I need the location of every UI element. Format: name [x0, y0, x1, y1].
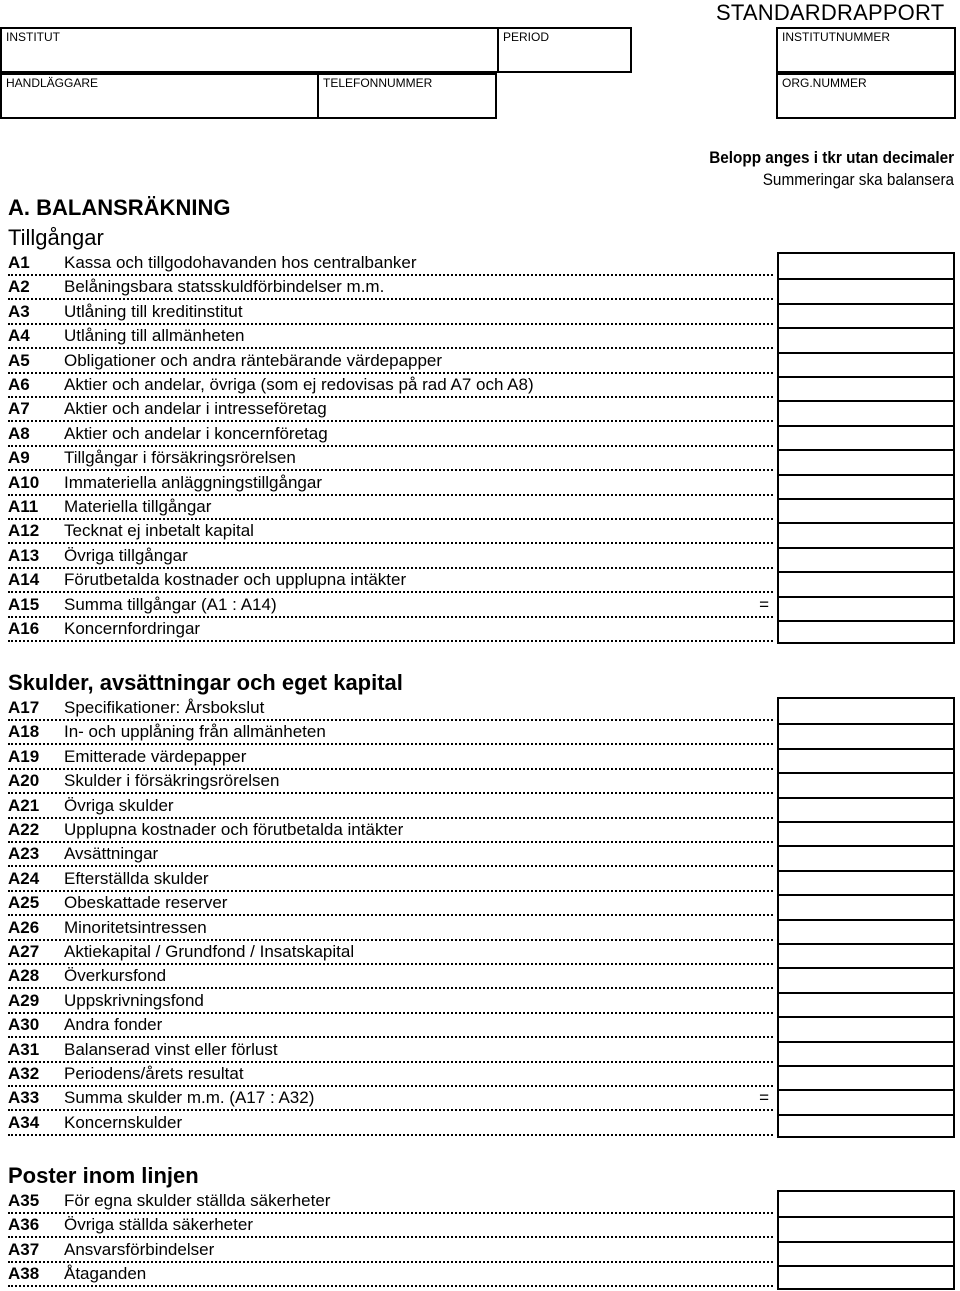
- row-code: A25: [8, 893, 40, 913]
- institut-label: INSTITUT: [6, 30, 60, 44]
- row-a10: [8, 473, 773, 497]
- row-a24: [8, 869, 773, 893]
- row-a20: [8, 771, 773, 795]
- dotted-leader: [8, 890, 773, 892]
- belopp-note: Belopp anges i tkr utan decimaler: [709, 148, 954, 167]
- equals-sign: =: [759, 594, 769, 614]
- dotted-leader: [8, 939, 773, 941]
- institut-field[interactable]: [0, 27, 497, 73]
- row-code: A32: [8, 1064, 40, 1083]
- dotted-leader: [8, 987, 773, 989]
- row-label: Övriga skulder: [64, 795, 174, 815]
- institutnummer-label: INSTITUTNUMMER: [782, 30, 890, 44]
- dotted-leader: [8, 817, 773, 819]
- row-a33: [8, 1088, 773, 1112]
- tillgangar-value-column: [777, 252, 955, 644]
- row-label: Obeskattade reserver: [64, 893, 228, 913]
- row-a1: [8, 253, 773, 277]
- row-a8: [8, 424, 773, 448]
- row-a9: [8, 448, 773, 472]
- equals-sign: =: [759, 1088, 769, 1108]
- value-input-a12[interactable]: [779, 522, 953, 546]
- value-input-a6[interactable]: [779, 376, 953, 400]
- dotted-leader: [8, 963, 773, 965]
- dotted-leader: [8, 1212, 773, 1214]
- dotted-leader: [8, 914, 773, 916]
- row-label: Tecknat ej inbetalt kapital: [64, 521, 254, 541]
- value-input-a9[interactable]: [779, 449, 953, 473]
- row-label: Specifikationer: Årsbokslut: [64, 698, 265, 717]
- value-input-a35[interactable]: [779, 1192, 953, 1216]
- section-a-title: A. BALANSRÄKNING: [8, 195, 231, 220]
- handlaggare-field[interactable]: [0, 73, 317, 119]
- row-a35: [8, 1191, 773, 1215]
- row-code: A7: [8, 399, 30, 419]
- row-label: Aktier och andelar, övriga (som ej redovisas på rad A7 och A8): [64, 375, 534, 394]
- row-label: Balanserad vinst eller förlust: [64, 1039, 278, 1059]
- value-input-a5[interactable]: [779, 352, 953, 376]
- row-a18: [8, 722, 773, 746]
- row-code: A37: [8, 1239, 40, 1259]
- dotted-leader: [8, 1036, 773, 1038]
- dotted-leader: [8, 841, 773, 843]
- row-code: A5: [8, 350, 30, 370]
- row-code: A34: [8, 1112, 40, 1132]
- row-label: Överkursfond: [64, 966, 167, 986]
- dotted-leader: [8, 274, 773, 276]
- orgnummer-label: ORG.NUMMER: [782, 76, 867, 90]
- value-input-a3[interactable]: [779, 303, 953, 327]
- dotted-leader: [8, 542, 773, 544]
- value-input-a26[interactable]: [779, 919, 953, 943]
- row-code: A36: [8, 1215, 40, 1235]
- row-a11: [8, 497, 773, 521]
- row-code: A30: [8, 1015, 40, 1035]
- dotted-leader: [8, 743, 773, 745]
- row-label: Ansvarsförbindelser: [64, 1239, 215, 1259]
- row-a2: [8, 277, 773, 301]
- value-input-a13[interactable]: [779, 547, 953, 571]
- row-label: Minoritetsintressen: [64, 917, 207, 937]
- dotted-leader: [8, 1085, 773, 1087]
- row-label: Summa skulder m.m. (A17 : A32): [64, 1088, 315, 1108]
- amount-notes: [709, 148, 954, 190]
- row-a22: [8, 820, 773, 844]
- row-a12: [8, 521, 773, 545]
- dotted-leader: [8, 1261, 773, 1263]
- row-label: Efterställda skulder: [64, 868, 209, 888]
- poster-title: Poster inom linjen: [8, 1163, 199, 1188]
- dotted-leader: [8, 372, 773, 374]
- row-code: A13: [8, 545, 40, 565]
- value-input-a31[interactable]: [779, 1041, 953, 1065]
- row-code: A29: [8, 990, 40, 1010]
- row-a30: [8, 1015, 773, 1039]
- dotted-leader: [8, 1109, 773, 1111]
- skulder-value-column: [777, 697, 955, 1138]
- orgnummer-field[interactable]: [776, 73, 956, 119]
- dotted-leader: [8, 420, 773, 422]
- telefonnummer-label: TELEFONNUMMER: [323, 76, 433, 90]
- row-code: A27: [8, 942, 40, 961]
- row-code: A17: [8, 698, 40, 717]
- row-label: Utlåning till allmänheten: [64, 326, 245, 346]
- row-code: A23: [8, 844, 40, 864]
- row-label: Förutbetalda kostnader och upplupna intäkter: [64, 570, 407, 590]
- row-code: A6: [8, 375, 30, 394]
- row-label: Obligationer och andra räntebärande värdepapper: [64, 350, 443, 370]
- value-input-a21[interactable]: [779, 797, 953, 821]
- row-label: Övriga tillgångar: [64, 545, 188, 565]
- row-a3: [8, 302, 773, 326]
- row-code: A31: [8, 1039, 40, 1059]
- row-a16: [8, 619, 773, 643]
- institutnummer-field[interactable]: [776, 27, 956, 73]
- row-a19: [8, 747, 773, 771]
- value-input-a18[interactable]: [779, 723, 953, 747]
- telefonnummer-field[interactable]: [317, 73, 497, 119]
- row-label: Kassa och tillgodohavanden hos centralbanker: [64, 253, 417, 272]
- row-code: A16: [8, 619, 40, 638]
- row-a29: [8, 991, 773, 1015]
- row-code: A3: [8, 301, 30, 321]
- summering-note: Summeringar ska balansera: [762, 170, 954, 189]
- dotted-leader: [8, 1285, 773, 1287]
- value-input-a1[interactable]: [779, 254, 953, 278]
- value-input-a25[interactable]: [779, 894, 953, 918]
- row-code: A15: [8, 594, 40, 614]
- row-a26: [8, 918, 773, 942]
- value-input-a36[interactable]: [779, 1216, 953, 1240]
- dotted-leader: [8, 445, 773, 447]
- value-input-a27[interactable]: [779, 943, 953, 967]
- value-input-a7[interactable]: [779, 400, 953, 424]
- row-label: Summa tillgångar (A1 : A14): [64, 594, 277, 614]
- row-label: Aktier och andelar i koncernföretag: [64, 423, 328, 443]
- dotted-leader: [8, 567, 773, 569]
- row-a36: [8, 1215, 773, 1239]
- value-input-a32[interactable]: [779, 1065, 953, 1089]
- period-field[interactable]: [497, 27, 632, 73]
- dotted-leader: [8, 518, 773, 520]
- value-input-a14[interactable]: [779, 571, 953, 595]
- value-input-a23[interactable]: [779, 845, 953, 869]
- dotted-leader: [8, 719, 773, 721]
- row-a31: [8, 1040, 773, 1064]
- row-label: Koncernfordringar: [64, 619, 201, 638]
- row-code: A33: [8, 1088, 40, 1108]
- row-label: Andra fonder: [64, 1015, 163, 1035]
- row-a13: [8, 546, 773, 570]
- row-label: Utlåning till kreditinstitut: [64, 301, 243, 321]
- row-code: A12: [8, 521, 40, 541]
- row-code: A19: [8, 746, 40, 766]
- value-input-a34[interactable]: [779, 1114, 953, 1138]
- dotted-leader: [8, 1134, 773, 1136]
- row-a38: [8, 1264, 773, 1288]
- dotted-leader: [8, 323, 773, 325]
- row-a15: [8, 595, 773, 619]
- dotted-leader: [8, 494, 773, 496]
- row-code: A11: [8, 497, 39, 516]
- value-input-a10[interactable]: [779, 474, 953, 498]
- poster-value-column: [777, 1190, 955, 1290]
- handlaggare-label: HANDLÄGGARE: [6, 76, 99, 90]
- value-input-a11[interactable]: [779, 498, 953, 522]
- value-input-a8[interactable]: [779, 425, 953, 449]
- skulder-title: Skulder, avsättningar och eget kapital: [8, 670, 403, 695]
- value-input-a24[interactable]: [779, 870, 953, 894]
- row-label: Uppskrivningsfond: [64, 990, 204, 1010]
- row-label: Skulder i försäkringsrörelsen: [64, 771, 280, 791]
- row-a23: [8, 844, 773, 868]
- value-input-a22[interactable]: [779, 821, 953, 845]
- value-input-a29[interactable]: [779, 992, 953, 1016]
- value-input-a15[interactable]: [779, 596, 953, 620]
- value-input-a2[interactable]: [779, 278, 953, 302]
- dotted-leader: [8, 347, 773, 349]
- row-code: A9: [8, 448, 30, 468]
- row-label: Periodens/årets resultat: [64, 1064, 244, 1083]
- value-input-a37[interactable]: [779, 1241, 953, 1265]
- dotted-leader: [8, 1236, 773, 1238]
- row-code: A28: [8, 966, 40, 986]
- value-input-a4[interactable]: [779, 327, 953, 351]
- row-label: Immateriella anläggningstillgångar: [64, 472, 322, 492]
- dotted-leader: [8, 469, 773, 471]
- row-code: A38: [8, 1264, 40, 1284]
- report-title: STANDARDRAPPORT: [716, 0, 945, 25]
- row-label: Åtaganden: [64, 1264, 147, 1284]
- row-a27: [8, 942, 773, 966]
- row-a37: [8, 1240, 773, 1264]
- row-label: In- och upplåning från allmänheten: [64, 722, 326, 742]
- row-a17: [8, 698, 773, 722]
- dotted-leader: [8, 768, 773, 770]
- row-label: Belåningsbara statsskuldförbindelser m.m.: [64, 277, 385, 297]
- row-label: Materiella tillgångar: [64, 497, 212, 516]
- dotted-leader: [8, 640, 773, 642]
- row-code: A1: [8, 253, 30, 272]
- row-code: A21: [8, 795, 40, 815]
- value-input-a17[interactable]: [779, 699, 953, 723]
- row-code: A18: [8, 722, 40, 742]
- row-label: Aktiekapital / Grundfond / Insatskapital: [64, 942, 355, 961]
- row-code: A8: [8, 423, 30, 443]
- value-input-a20[interactable]: [779, 772, 953, 796]
- row-label: Avsättningar: [64, 844, 159, 864]
- row-a5: [8, 351, 773, 375]
- value-input-a38[interactable]: [779, 1265, 953, 1289]
- row-label: För egna skulder ställda säkerheter: [64, 1191, 331, 1210]
- dotted-leader: [8, 396, 773, 398]
- row-label: Emitterade värdepapper: [64, 746, 247, 766]
- row-label: Upplupna kostnader och förutbetalda intäkter: [64, 820, 404, 839]
- dotted-leader: [8, 792, 773, 794]
- value-input-a33[interactable]: [779, 1089, 953, 1113]
- row-a34: [8, 1113, 773, 1137]
- row-code: A35: [8, 1191, 40, 1210]
- row-code: A4: [8, 326, 30, 346]
- row-code: A22: [8, 820, 40, 839]
- dotted-leader: [8, 1012, 773, 1014]
- row-label: Aktier och andelar i intresseföretag: [64, 399, 327, 419]
- dotted-leader: [8, 298, 773, 300]
- row-code: A14: [8, 570, 40, 590]
- row-label: Koncernskulder: [64, 1112, 183, 1132]
- value-input-a30[interactable]: [779, 1016, 953, 1040]
- dotted-leader: [8, 591, 773, 593]
- value-input-a28[interactable]: [779, 967, 953, 991]
- row-code: A26: [8, 917, 40, 937]
- row-a7: [8, 399, 773, 423]
- row-a28: [8, 966, 773, 990]
- row-a6: [8, 375, 773, 399]
- dotted-leader: [8, 1061, 773, 1063]
- dotted-leader: [8, 616, 773, 618]
- row-code: A10: [8, 472, 40, 492]
- period-label: PERIOD: [503, 30, 550, 44]
- dotted-leader: [8, 865, 773, 867]
- row-label: Övriga ställda säkerheter: [64, 1215, 253, 1235]
- value-input-a16[interactable]: [779, 620, 953, 644]
- row-code: A20: [8, 771, 40, 791]
- row-a4: [8, 326, 773, 350]
- value-input-a19[interactable]: [779, 748, 953, 772]
- row-a14: [8, 570, 773, 594]
- row-a25: [8, 893, 773, 917]
- tillgangar-title: Tillgångar: [8, 225, 104, 250]
- row-code: A24: [8, 868, 40, 888]
- row-a32: [8, 1064, 773, 1088]
- row-a21: [8, 796, 773, 820]
- row-label: Tillgångar i försäkringsrörelsen: [64, 448, 296, 468]
- row-code: A2: [8, 277, 30, 297]
